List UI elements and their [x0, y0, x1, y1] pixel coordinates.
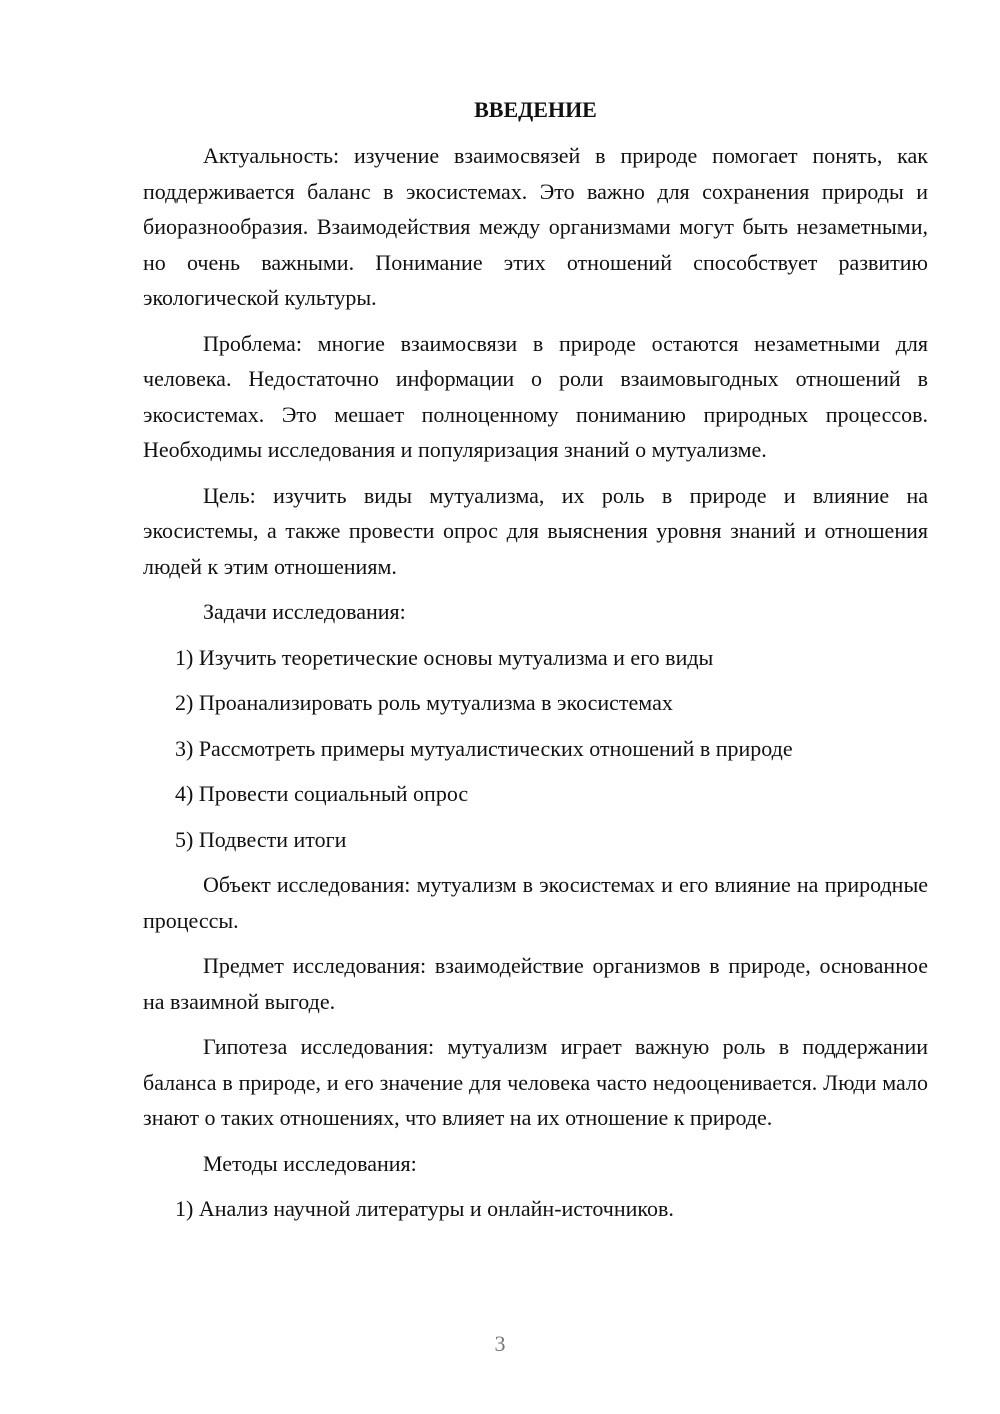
document-page — [143, 92, 928, 1237]
page-title: ВВЕДЕНИЕ — [474, 97, 597, 122]
paragraph-relevance: Актуальность: изучение взаимосвязей в природе помогает понять, как поддерживается баланс в экосистемах. Это важно для сохранения природы и биоразнообразия. Взаимодействия между организмами могут быть незаметными, но очень важными. Понимание этих отношений способствует развитию экологической культуры. — [143, 143, 928, 310]
list-item: 4) Провести социальный опрос — [175, 781, 469, 806]
paragraph-goal: Цель: изучить виды мутуализма, их роль в природе и влияние на экосистемы, а также провести опрос для выяснения уровня знаний и отношения людей к этим отношениям. — [143, 482, 928, 579]
paragraph-problem: Проблема: многие взаимосвязи в природе остаются незаметными для человека. Недостаточно информации о роли взаимовыгодных отношений в экосистемах. Это мешает полноценному пониманию природных процессов. Необходимы исследования и популяризация знаний о мутуализме. — [143, 330, 928, 462]
paragraph-hypothesis: Гипотеза исследования: мутуализм играет важную роль в поддержании баланса в природе, и его значение для человека часто недооценивается. Люди мало знают о таких отношениях, что влияет на их отношение к природе. — [143, 1034, 928, 1130]
list-item: 1) Анализ научной литературы и онлайн-источников. — [175, 1196, 674, 1221]
list-item: 5) Подвести итоги — [175, 826, 347, 852]
page-number: 3 — [494, 1331, 506, 1356]
list-item: 3) Рассмотреть примеры мутуалистических отношений в природе — [175, 735, 793, 761]
paragraph-subject: Предмет исследования: взаимодействие организмов в природе, основанное на взаимной выгоде. — [143, 953, 928, 1014]
methods-list — [143, 1191, 928, 1227]
methods-heading: Методы исследования: — [203, 1150, 417, 1176]
tasks-heading: Задачи исследования: — [203, 599, 406, 624]
list-item: 2) Проанализировать роль мутуализма в экосистемах — [175, 690, 673, 715]
list-item: 1) Изучить теоретические основы мутуализма и его виды — [175, 644, 714, 670]
tasks-list — [143, 640, 928, 858]
paragraph-object: Объект исследования: мутуализм в экосистемах и его влияние на природные процессы. — [143, 872, 928, 933]
